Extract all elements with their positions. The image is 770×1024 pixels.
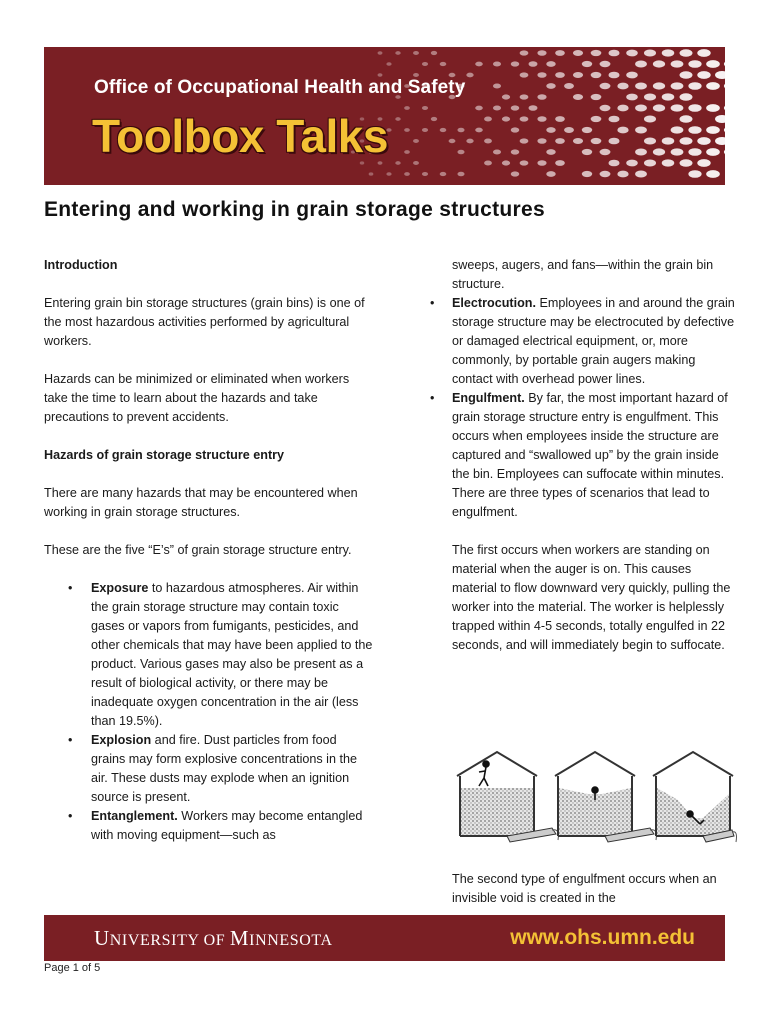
footer-banner [44,915,725,961]
left-column [44,256,374,845]
bullet-icon: • [430,296,435,310]
first-scenario-paragraph: The first occurs when workers are standing on material when the auger is on. This causes material to flow downward very quickly, pulling the worker into the material. The worker is helplessly trapped within 4-5 seconds, totally engulfed in 22 seconds, and will immediately begin to suffocate. [452,543,731,652]
hazards-paragraph-2: These are the five “E’s” of grain storage structure entry. [44,543,352,557]
second-scenario-paragraph: The second type of engulfment occurs when an invisible void is created in the [452,872,717,905]
bin-1 [457,752,558,842]
university-wordmark: UNIVERSITY OF MINNESOTA [94,926,333,950]
hazard-list-left [44,579,374,845]
bin-3 [653,752,737,842]
list-item-engulfment: • Engulfment. By far, the most important hazard of grain storage structure entry is engulfment. This occurs when employees inside the structure are captured and “swallowed up” by the grain inside the bin. Employees can suffocate within minutes. There are three types of scenarios that lead to engulfment. [430,391,728,519]
banner-title: Toolbox Talks [92,110,388,162]
second-scenario-block [452,870,737,908]
intro-paragraph-1: Entering grain bin storage structures (grain bins) is one of the most hazardous activities performed by agricultural workers. [44,296,365,348]
list-item-entanglement: • Entanglement. Workers may become entangled with moving equipment—such as [68,809,363,842]
continued-text: sweeps, augers, and fans—within the grain bin structure. [452,258,714,291]
website-url[interactable]: www.ohs.umn.edu [510,926,695,949]
bullet-icon: • [68,809,73,823]
right-column [430,256,737,655]
office-name: Office of Occupational Health and Safety [94,77,466,98]
header-banner [44,47,725,185]
hazard-list-right [430,294,737,522]
document-title: Entering and working in grain storage structures [44,198,545,221]
bin-2 [555,752,656,842]
list-item-explosion: • Explosion and fire. Dust particles from food grains may form explosive concentrations in the air. These dusts may explode when an ignition source is present. [68,733,357,804]
list-item-exposure: • Exposure to hazardous atmospheres. Air within the grain storage structure may contain toxic gases or vapors from fumigants, pesticides, and other chemicals that may have been applied to the product. Various gases may also be present as a result of biological activity, or there may be inadequate oxygen concentration in the air (less than 19.5%). [68,581,373,728]
bullet-icon: • [430,391,435,405]
grain-bin-engulfment-illustration [452,748,744,848]
bullet-icon: • [68,581,73,595]
intro-heading: Introduction [44,258,118,272]
page-number: Page 1 of 5 [44,962,101,974]
intro-paragraph-2: Hazards can be minimized or eliminated when workers take the time to learn about the hazards and take precautions to prevent accidents. [44,372,350,424]
list-item-electrocution: • Electrocution. Employees in and around the grain storage structure may be electrocuted by defective or damaged electrical equipment, or, more commonly, by portable grain augers making contact with overhead power lines. [430,296,735,386]
bullet-icon: • [68,733,73,747]
hazards-heading: Hazards of grain storage structure entry [44,448,285,462]
hazards-paragraph-1: There are many hazards that may be encountered when working in grain storage structures. [44,486,358,519]
